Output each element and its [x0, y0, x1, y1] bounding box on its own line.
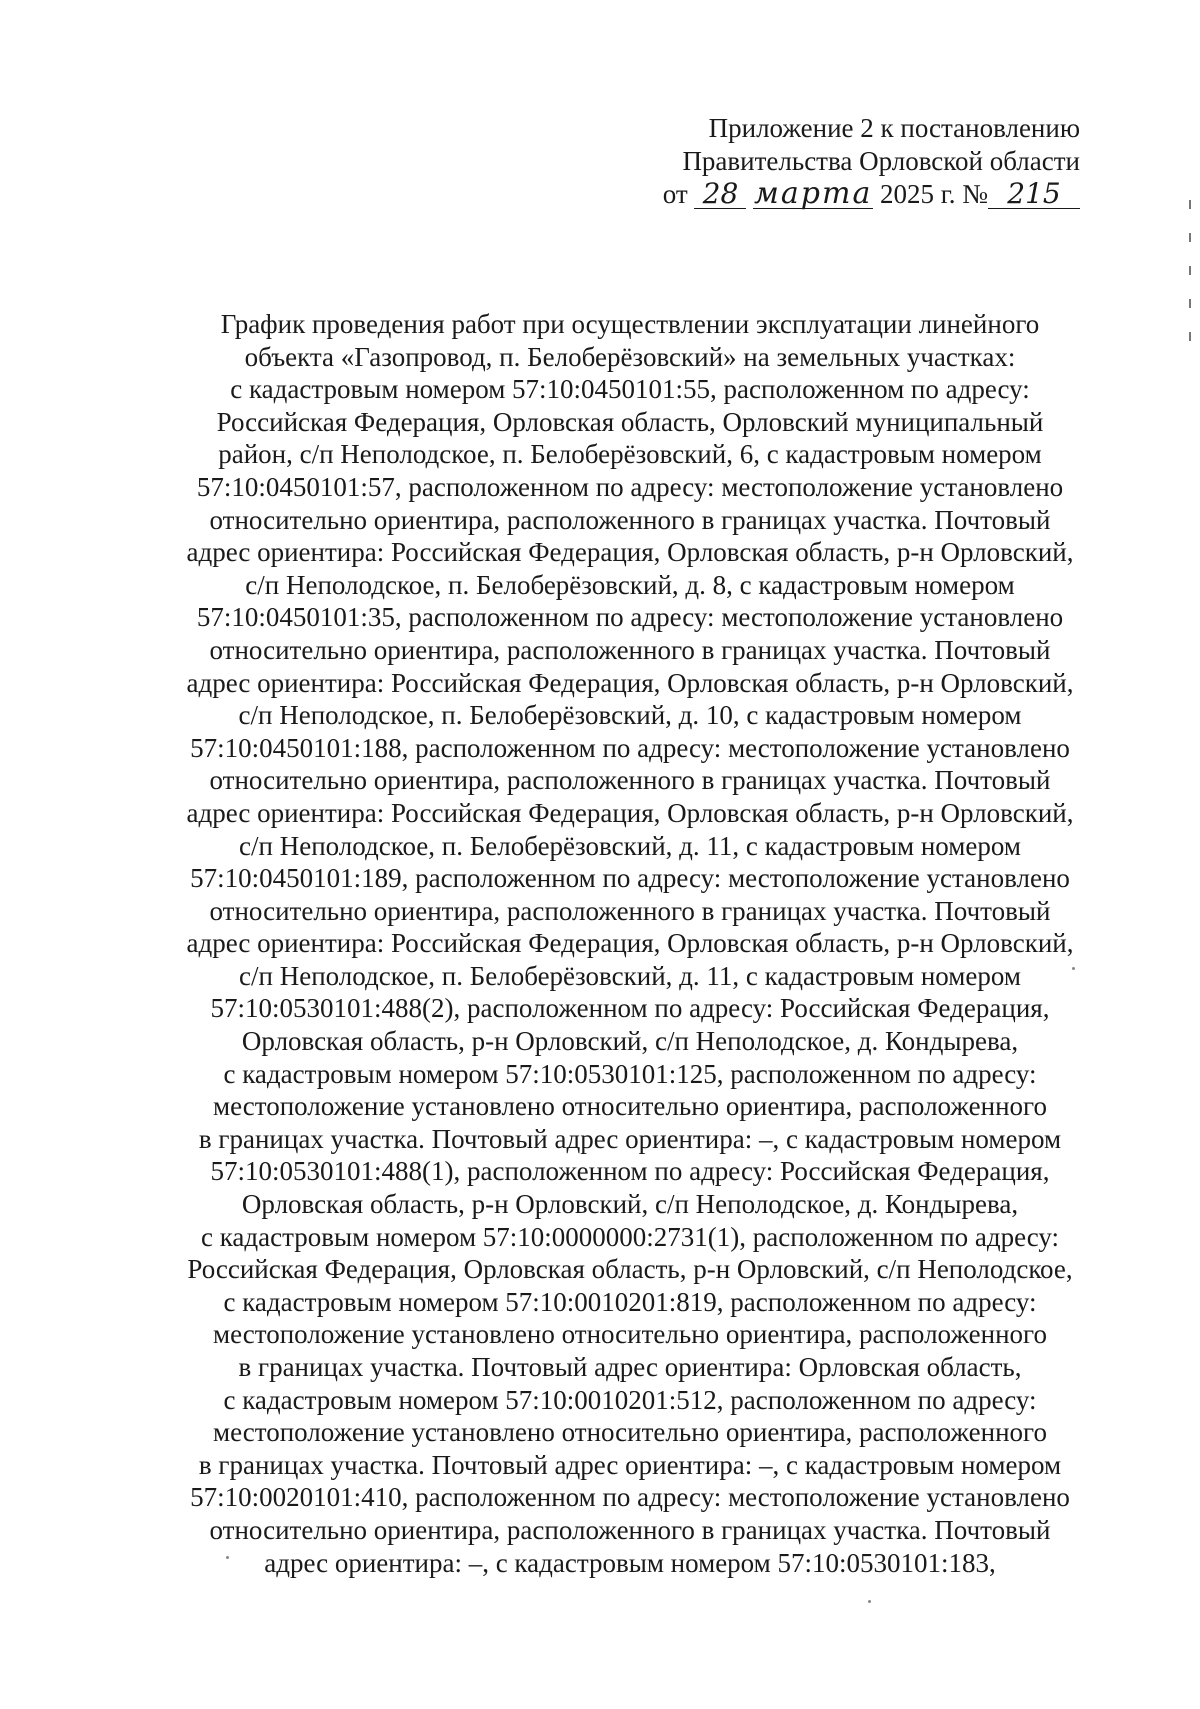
appendix-header [640, 112, 1080, 211]
scan-speck [868, 1600, 871, 1603]
date-prefix: от [662, 179, 688, 209]
body-line: местоположение установлено относительно ориентира, расположенного [213, 1091, 1047, 1122]
body-line: с кадастровым номером 57:10:0530101:125, расположенном по адресу: [223, 1058, 1037, 1089]
body-line: с кадастровым номером 57:10:0450101:55, расположенном по адресу: [230, 374, 1030, 405]
scan-edge-marks [1189, 200, 1192, 370]
body-line: местоположение установлено относительно ориентира, расположенного [213, 1417, 1047, 1448]
body-line: относительно ориентира, расположенного в границах участка. Почтовый [209, 895, 1051, 926]
scan-speck [1072, 967, 1075, 970]
body-line: в границах участка. Почтовый адрес ориентира: –, с кадастровым номером [198, 1449, 1062, 1480]
schedule-description [150, 308, 1110, 1579]
body-line: адрес ориентира: Российская Федерация, Орловская область, р-н Орловский, [186, 537, 1074, 568]
handwritten-month: марта [754, 176, 873, 211]
body-line: в границах участка. Почтовый адрес ориентира: –, с кадастровым номером [198, 1123, 1062, 1154]
resolution-date-line [640, 178, 1080, 211]
body-line: 57:10:0450101:35, расположенном по адресу: местоположение установлено [196, 602, 1064, 633]
body-line: Орловская область, р-н Орловский, с/п Неполодское, д. Кондырева, [241, 1026, 1019, 1057]
body-line: с/п Неполодское, п. Белоберёзовский, д. 11, с кадастровым номером [239, 830, 1021, 861]
body-line: График проведения работ при осуществлении эксплуатации линейного [220, 309, 1040, 339]
body-line: 57:10:0450101:188, расположенном по адресу: местоположение установлено [190, 732, 1070, 763]
handwritten-day: 28 [694, 180, 746, 209]
body-line: с/п Неполодское, п. Белоберёзовский, д. 11, с кадастровым номером [239, 960, 1021, 991]
body-line: с кадастровым номером 57:10:0000000:2731(1), расположенном по адресу: [200, 1221, 1059, 1252]
body-line: относительно ориентира, расположенного в границах участка. Почтовый [209, 634, 1051, 665]
body-line: Российская Федерация, Орловская область, Орловский муниципальный [216, 406, 1044, 437]
body-line: с кадастровым номером 57:10:0010201:512, расположенном по адресу: [223, 1384, 1037, 1415]
body-line: с/п Неполодское, п. Белоберёзовский, д. 10, с кадастровым номером [238, 700, 1022, 731]
scan-speck [226, 1556, 229, 1559]
body-line: относительно ориентира, расположенного в границах участка. Почтовый [209, 504, 1051, 535]
body-line: 57:10:0020101:410, расположенном по адресу: местоположение установлено [190, 1482, 1070, 1513]
body-line: относительно ориентира, расположенного в границах участка. Почтовый [209, 1514, 1051, 1545]
handwritten-number: 215 [988, 180, 1080, 209]
body-line: район, с/п Неполодское, п. Белоберёзовский, 6, с кадастровым номером [218, 439, 1042, 470]
body-line: с кадастровым номером 57:10:0010201:819, расположенном по адресу: [223, 1286, 1037, 1317]
year-text: 2025 г. № [879, 179, 988, 209]
body-line: Российская Федерация, Орловская область, р-н Орловский, с/п Неполодское, [187, 1254, 1073, 1285]
body-line: 57:10:0530101:488(2), расположенном по адресу: Российская Федерация, [210, 993, 1050, 1024]
body-line: адрес ориентира: Российская Федерация, Орловская область, р-н Орловский, [186, 667, 1074, 698]
body-line: адрес ориентира: –, с кадастровым номером 57:10:0530101:183, [264, 1547, 996, 1578]
body-line: адрес ориентира: Российская Федерация, Орловская область, р-н Орловский, [186, 797, 1074, 828]
appendix-line-1: Приложение 2 к постановлению [708, 113, 1080, 143]
appendix-line-2: Правительства Орловской области [682, 146, 1080, 176]
body-line: 57:10:0450101:57, расположенном по адресу: местоположение установлено [196, 471, 1064, 502]
body-line: местоположение установлено относительно ориентира, расположенного [213, 1319, 1047, 1350]
body-line: 57:10:0530101:488(1), расположенном по адресу: Российская Федерация, [210, 1156, 1050, 1187]
body-line: с/п Неполодское, п. Белоберёзовский, д. 8, с кадастровым номером [245, 569, 1015, 600]
body-line: в границах участка. Почтовый адрес ориентира: Орловская область, [238, 1352, 1022, 1382]
body-line: объекта «Газопровод, п. Белоберёзовский» на земельных участках: [244, 341, 1016, 372]
body-line: Орловская область, р-н Орловский, с/п Неполодское, д. Кондырева, [241, 1189, 1019, 1220]
body-line: 57:10:0450101:189, расположенном по адресу: местоположение установлено [190, 863, 1070, 894]
body-line: адрес ориентира: Российская Федерация, Орловская область, р-н Орловский, [186, 928, 1074, 959]
body-line: относительно ориентира, расположенного в границах участка. Почтовый [209, 765, 1051, 796]
